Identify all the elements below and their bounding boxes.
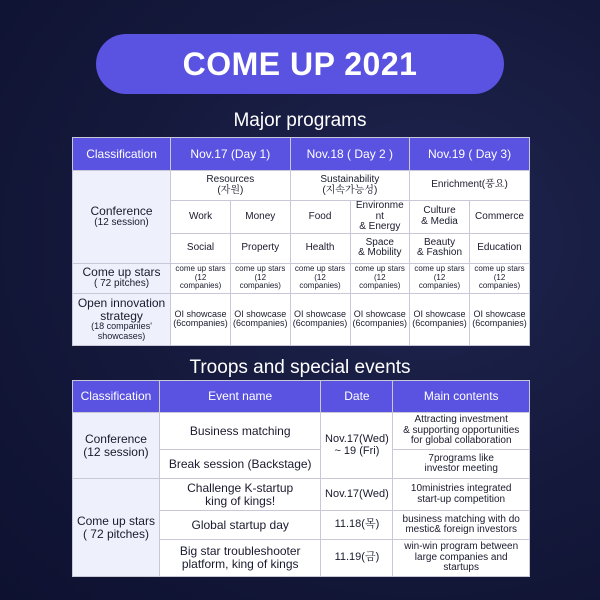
stars-cell: come up stars (12 companies) xyxy=(350,263,410,293)
header-main-contents: Main contents xyxy=(393,381,530,413)
stars-cell: come up stars (12 companies) xyxy=(410,263,470,293)
header-event-name: Event name xyxy=(159,381,321,413)
header-day3: Nov.19 ( Day 3) xyxy=(410,138,530,171)
session-environment: Environme nt & Energy xyxy=(350,201,410,234)
come-up-stars-sub: ( 72 pitches) xyxy=(94,278,150,290)
event-contents: Attracting investment & supporting opportunities for global collaboration xyxy=(393,413,530,450)
event-name: Break session (Backstage) xyxy=(159,450,321,479)
session-culture: Culture & Media xyxy=(410,201,470,234)
header-classification: Classification xyxy=(73,138,171,171)
header-date: Date xyxy=(321,381,393,413)
session-health: Health xyxy=(290,233,350,263)
theme-sustainability: Sustainability (지속가능성) xyxy=(290,171,409,201)
table-row xyxy=(73,263,530,293)
come-up-stars-label: Come up stars xyxy=(82,265,161,280)
theme-resources: Resources (자원) xyxy=(171,171,290,201)
table-row xyxy=(73,293,530,345)
event-date: 11.18(목) xyxy=(321,511,393,540)
event-contents: business matching with do mestic& foreign investors xyxy=(393,511,530,540)
session-social: Social xyxy=(171,233,231,263)
event-name: Global startup day xyxy=(159,511,321,540)
session-beauty: Beauty & Fashion xyxy=(410,233,470,263)
major-programs-heading: Major programs xyxy=(233,110,367,131)
events-conference-label: Conference (12 session) xyxy=(73,413,160,479)
session-money: Money xyxy=(231,201,291,234)
conference-sub: (12 session) xyxy=(94,216,149,228)
events-comeup-label: Come up stars ( 72 pitches) xyxy=(73,479,160,577)
stars-cell: come up stars (12 companies) xyxy=(290,263,350,293)
conference-cell xyxy=(73,171,171,264)
events-table xyxy=(72,380,530,577)
session-food: Food xyxy=(290,201,350,234)
oi-cell: OI showcase (6companies) xyxy=(231,293,291,345)
oi-cell: OI showcase (6companies) xyxy=(470,293,530,345)
table-header-row xyxy=(73,138,530,171)
theme-enrichment: Enrichment(풍요) xyxy=(410,171,530,201)
table-header-row xyxy=(73,381,530,413)
session-commerce: Commerce xyxy=(470,201,530,234)
event-name: Challenge K-startup king of kings! xyxy=(159,479,321,511)
come-up-stars-cell xyxy=(73,263,171,293)
oi-cell: OI showcase (6companies) xyxy=(171,293,231,345)
stars-cell: come up stars (12 companies) xyxy=(470,263,530,293)
oi-cell: OI showcase (6companies) xyxy=(410,293,470,345)
event-contents: win-win program between large companies and startups xyxy=(393,540,530,577)
stars-cell: come up stars (12 companies) xyxy=(231,263,291,293)
stars-cell: come up stars (12 companies) xyxy=(171,263,231,293)
events-heading: Troops and special events xyxy=(189,357,411,378)
event-date: Nov.17(Wed) xyxy=(321,479,393,511)
event-contents: 7programs like investor meeting xyxy=(393,450,530,479)
table-row xyxy=(73,413,530,450)
conference-label: Conference xyxy=(90,204,153,219)
open-innovation-label: Open innovation strategy xyxy=(77,295,166,323)
major-programs-table xyxy=(72,137,530,346)
header-day2: Nov.18 ( Day 2 ) xyxy=(290,138,409,171)
open-innovation-cell xyxy=(73,293,171,345)
header-day1: Nov.17 (Day 1) xyxy=(171,138,290,171)
event-date: Nov.17(Wed) ~ 19 (Fri) xyxy=(321,413,393,479)
open-innovation-sub: (18 companies' showcases) xyxy=(91,321,152,341)
oi-cell: OI showcase (6companies) xyxy=(350,293,410,345)
session-education: Education xyxy=(470,233,530,263)
session-work: Work xyxy=(171,201,231,234)
oi-cell: OI showcase (6companies) xyxy=(290,293,350,345)
session-space: Space & Mobility xyxy=(350,233,410,263)
header-classification: Classification xyxy=(73,381,160,413)
event-contents: 10ministries integrated start-up competition xyxy=(393,479,530,511)
table-row xyxy=(73,479,530,511)
event-name: Business matching xyxy=(159,413,321,450)
page-title: COME UP 2021 xyxy=(96,34,504,94)
session-property: Property xyxy=(231,233,291,263)
table-row xyxy=(73,171,530,201)
event-date: 11.19(금) xyxy=(321,540,393,577)
event-name: Big star troubleshooter platform, king of kings xyxy=(159,540,321,577)
